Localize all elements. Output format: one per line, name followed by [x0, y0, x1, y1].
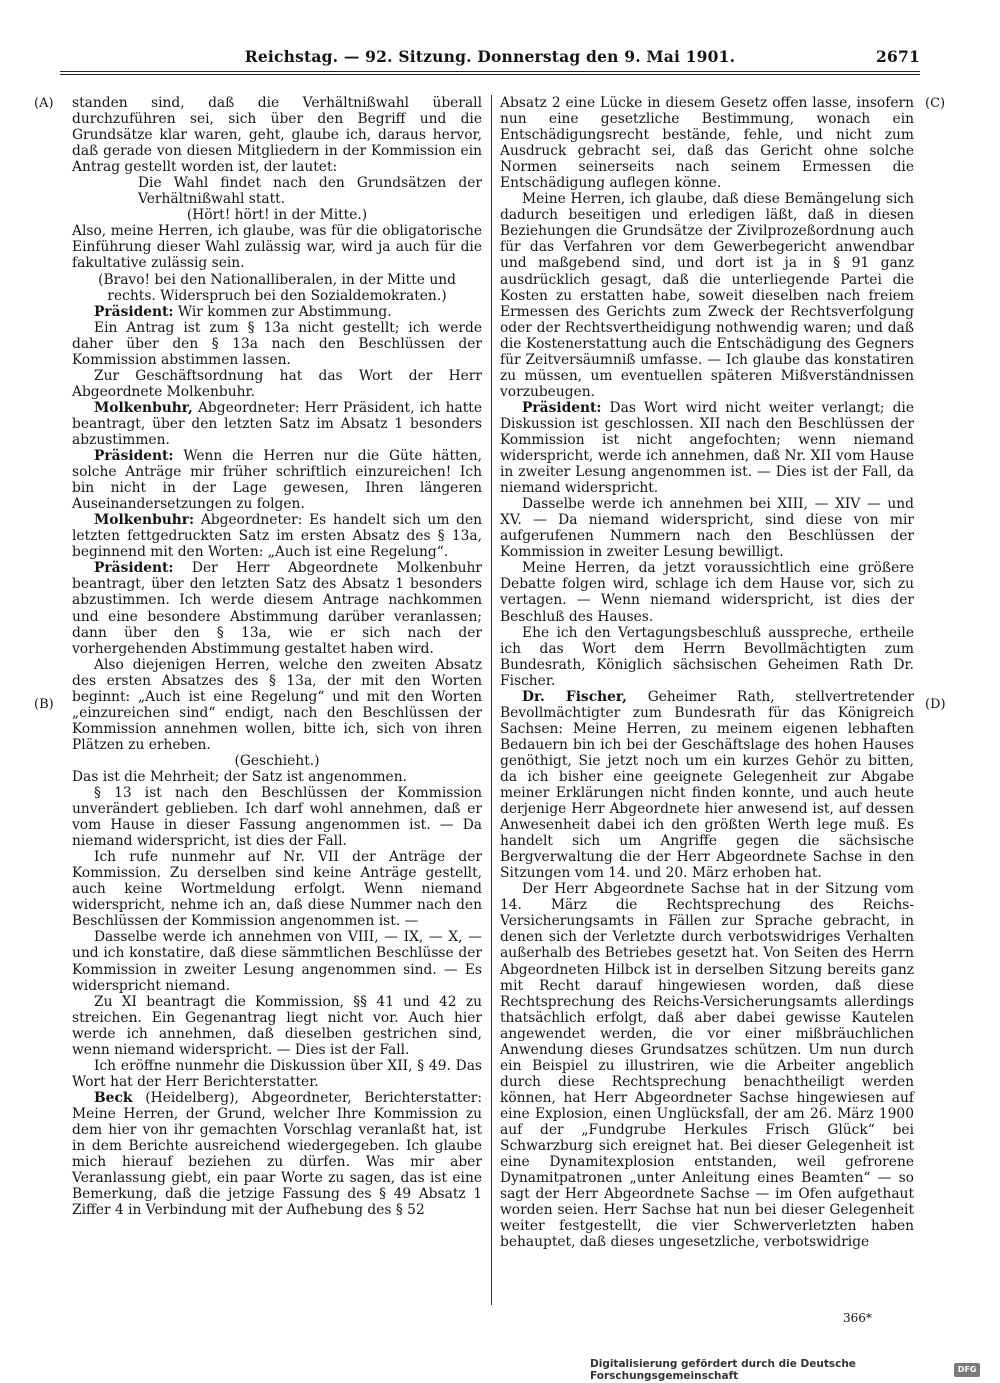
paragraph-text: Der Herr Abgeordnete Molkenbuhr beantragt, über den letzten Satz des Absatz 1 besonders abzustimmen. Ich werde diesem Antrage nachkommen und eine besondere Abstimmung darüber veranlassen; dann über den § 13a, wie er sich nach der vorhergehenden Abstimmung gestaltet haben wird. [72, 560, 483, 657]
speaker-name: Beck [94, 1089, 133, 1106]
paragraph [72, 320, 482, 368]
speaker-name: Präsident: [94, 560, 174, 577]
paragraph-text: Das ist die Mehrheit; der Satz ist angenommen. [72, 768, 407, 785]
footer-credit-text: Digitalisierung gefördert durch die Deutsche Forschungsgemeinschaft [590, 1358, 856, 1382]
paragraph [72, 785, 482, 849]
page-title: Reichstag. — 92. Sitzung. Donnerstag den 9. Mai 1901. [244, 47, 736, 66]
paragraph [500, 496, 914, 560]
paragraph-text: Also, meine Herren, ich glaube, was für die obligatorische Einführung dieser Wahl zulässig war, wird ja auch für die fakultative zulässig sein. [72, 223, 482, 272]
paragraph-text: Wir kommen zur Abstimmung. [177, 303, 392, 320]
speaker-name: Dr. Fischer, [522, 688, 627, 705]
paragraph-text: Ich eröffne nunmehr die Diskussion über XII, § 49. Das Wort hat der Herr Berichterstatter. [72, 1057, 482, 1090]
signature-mark: 366* [843, 1311, 872, 1325]
paragraph [72, 929, 482, 993]
paragraph [72, 207, 482, 223]
column-divider [491, 95, 492, 1305]
paragraph-text: (Geschieht.) [234, 752, 320, 769]
paragraph-text: Der Herr Abgeordnete Sachse hat in der Sitzung vom 14. März die Rechtsprechung des Reichs-Versicherungsamts in Fällen zur Sprache gebracht, in denen sich der Verletzte durch verbotswidriges Verhalten außerhalb des Betriebes gesetzt hat. Von Seiten des Herrn Abgeordneten Hilbck ist in derselben Sitzung bereits ganz mit Recht darauf hingewiesen worden, daß diese Rechtsprechung des Reichs-Versicherungsamts allerdings thatsächlich erfolgt, daß aber dabei gewisse Kautelen angewendet werden, die vor einer mißbräuchlichen Anwendung dieses Grundsatzes schützen. Um nun durch ein Beispiel zu illustriren, wie die Arbeiter angeblich durch diese Rechtsprechung benachtheiligt werden können, hat Herr Abgeordneter Sachse hingewiesen auf eine Explosion, einen Unglücksfall, der am 26. März 1900 auf der „Fundgrube Herkules Frisch Glück“ bei Schwarzburg sich ereignet hat. Bei dieser Gelegenheit ist eine Dynamitexplosion entstanden, weil gefrorene Dynamitpatronen „unter Anleitung eines Beamten“ — so sagt der Herr Abgeordnete Sachse — im Ofen aufgethaut worden seien. Herr Sachse hat nun bei dieser Gelegenheit weiter festgestellt, die vier Schwerverletzten haben behauptet, daß dieses ungesetzliche, verbotswidrige [500, 881, 914, 1251]
page-number: 2671 [876, 47, 920, 66]
paragraph-text: Das Wort wird nicht weiter verlangt; die Diskussion ist geschlossen. XII nach den Beschlüssen der Kommission ist nicht angefochten; wenn niemand widerspricht, werde ich annehmen, daß Nr. XII vom Hause in zweiter Lesung angenommen ist. — Dies ist der Fall, da niemand widerspricht. [500, 399, 914, 497]
paragraph [72, 512, 482, 560]
dfg-logo: DFG [954, 1363, 980, 1377]
paragraph [72, 368, 482, 400]
paragraph-text: Dasselbe werde ich annehmen von VIII, — IX, — X, — und ich konstatire, daß diese sämmtlichen Beschlüsse der Kommission in zweiter Lesung angenommen sind. — Es widerspricht niemand. [72, 929, 482, 994]
paragraph [72, 95, 482, 175]
paragraph-text: Abgeordneter: Es handelt sich um den letzten fettgedruckten Satz im ersten Absatz des § 13a, beginnend mit den Worten: „Auch ist eine Regelung“. [72, 512, 482, 561]
paragraph-text: standen sind, daß die Verhältnißwahl überall durchzuführen sei, sich über den Begriff und die Grundsätze klar waren, geht, glaube ich, daraus hervor, daß gerade von diesen Mitgliedern in der Kommission ein Antrag gestellt worden ist, der lautet: [72, 95, 482, 176]
speaker-name: Präsident: [522, 399, 602, 416]
footer-credit [590, 1358, 980, 1382]
paragraph-text: Abgeordneter: Herr Präsident, ich hatte beantragt, über den letzten Satz im Absatz 1 besonders abzustimmen. [72, 399, 483, 448]
paragraph [500, 95, 914, 191]
speaker-name: Molkenbuhr: [94, 512, 195, 529]
paragraph [72, 994, 482, 1058]
paragraph-text: § 13 ist nach den Beschlüssen der Kommission unverändert geblieben. Ich darf wohl annehmen, daß er vom Hause in dieser Fassung angenommen ist. — Da niemand widerspricht, ist dies der Fall. [72, 785, 482, 850]
paragraph [500, 400, 914, 496]
paragraph-text: (Bravo! bei den Nationalliberalen, in der Mitte und rechts. Widerspruch bei den Sozialdemokraten.) [98, 271, 456, 304]
page-header [60, 47, 920, 69]
paragraph [72, 304, 482, 320]
paragraph-text: Absatz 2 eine Lücke in diesem Gesetz offen lasse, insofern nun eine gesetzliche Bestimmung, wonach ein Entschädigungsrecht bestände, fehle, und nicht zum Ausdruck gebracht sei, daß das Gericht ohne solche Normen seinerseits nach seinem Ermessen die Entschädigung auflegen könne. [500, 95, 914, 192]
paragraph-text: (Hört! hört! in der Mitte.) [186, 207, 368, 224]
header-rule [60, 71, 920, 72]
paragraph [72, 560, 482, 656]
margin-marker-c: (C) [925, 96, 946, 111]
margin-marker-d: (D) [925, 697, 946, 712]
paragraph [500, 881, 914, 1250]
paragraph-text: Die Wahl findet nach den Grundsätzen der Verhältnißwahl statt. [138, 175, 482, 208]
paragraph [72, 448, 482, 512]
paragraph-text: Zu XI beantragt die Kommission, §§ 41 und 42 zu streichen. Ein Gegenantrag liegt nicht vor. Auch hier werde ich annehmen, daß dieselben gestrichen sind, wenn niemand widerspricht. — Dies ist der Fall. [72, 993, 482, 1058]
margin-marker-b: (B) [34, 697, 54, 712]
paragraph [72, 400, 482, 448]
header-rule-thin [60, 74, 920, 75]
paragraph-text: Geheimer Rath, stellvertretender Bevollmächtigter zum Bundesrath für das Königreich Sachsen: Meine Herren, zu meinem eigenen lebhaften Bedauern bin ich bei der Geschäftslage des hohen Hauses genöthigt, Sie jetzt noch um ein kurzes Gehör zu bitten, da ich bisher eine geeignete Gelegenheit zur Abgabe meiner Erklärungen nicht finden konnte, und auch heute derjenige Herr Abgeordnete hier anwesend ist, auf dessen Anwesenheit dabei ich den größten Werth lege muß. Es handelt sich um Angriffe gegen die sächsische Bergverwaltung die der Herr Abgeordnete Sachse in den Sitzungen vom 14. und 20. März erhoben hat. [500, 688, 915, 882]
paragraph [72, 769, 482, 785]
paragraph [72, 849, 482, 929]
paragraph-text: Also diejenigen Herren, welche den zweiten Absatz des ersten Absatzes des § 13a, der mit den Worten beginnt: „Auch ist eine Regelung“ und mit den Worten „einzureichen sind“ endigt, nach den Beschlüssen der Kommission annehmen wollen, bitte ich, sich von ihren Plätzen zu erheben. [72, 656, 482, 753]
paragraph-text: Ein Antrag ist zum § 13a nicht gestellt; ich werde daher über den § 13a nach den Beschlüssen der Kommission abstimmen lassen. [72, 319, 482, 368]
paragraph-text: Ehe ich den Vertagungsbeschluß ausspreche, ertheile ich das Wort dem Herrn Bevollmächtigten zum Bundesrath, Königlich sächsischen Geheimen Rath Dr. Fischer. [500, 624, 914, 689]
right-column [500, 95, 914, 1250]
paragraph [72, 223, 482, 271]
margin-marker-a: (A) [34, 96, 54, 111]
paragraph [500, 191, 914, 400]
speaker-name: Präsident: [94, 448, 174, 465]
paragraph [500, 625, 914, 689]
speaker-name: Präsident: [94, 303, 174, 320]
paragraph-text: Ich rufe nunmehr auf Nr. VII der Anträge der Kommission. Zu derselben sind keine Anträge gestellt, auch keine Wortmeldung erfolgt. Wenn niemand widerspricht, nehme ich an, daß diese Nummer nach den Beschlüssen der Kommission angenommen ist. — [72, 849, 482, 930]
paragraph [500, 560, 914, 624]
left-column [72, 95, 482, 1218]
paragraph-text: Dasselbe werde ich annehmen bei XIII, — XIV — und XV. — Da niemand widerspricht, sind diese von mir aufgerufenen Nummern nach den Beschlüssen der Kommission in zweiter Lesung bewilligt. [500, 496, 914, 561]
speaker-name: Molkenbuhr, [94, 399, 193, 416]
paragraph-text: Meine Herren, ich glaube, daß diese Bemängelung sich dadurch beseitigen und erledigen läßt, daß in diesen Beziehungen die Grundsätze der Zivilprozeßordnung auch für das Verfahren vor dem Gewerbegericht anwendbar und maßgebend sind, und dort ist ja in § 91 ganz ausdrücklich gesagt, daß die unterliegende Partei die Kosten zu erstatten habe, soweit dieselben nach freiem Ermessen des Gerichts zum Zweck der Rechtsverfolgung oder der Rechtsvertheidigung nothwendig waren; und daß die Kostenerstattung auch die Entschädigung des Gegners für Zeitversäumniß umfasse. — Ich glaube das konstatiren zu müssen, um eventuellen späteren Mißverständnissen vorzubeugen. [500, 191, 914, 400]
paragraph [72, 175, 482, 207]
paragraph-text: Zur Geschäftsordnung hat das Wort der Herr Abgeordnete Molkenbuhr. [72, 367, 482, 400]
paragraph [72, 1090, 482, 1218]
paragraph-text: Meine Herren, da jetzt voraussichtlich eine größere Debatte folgen wird, schlage ich dem Hause vor, sich zu vertagen. — Wenn niemand widerspricht, ist dies der Beschluß des Hauses. [500, 560, 914, 625]
paragraph [500, 689, 914, 882]
paragraph-text: (Heidelberg), Abgeordneter, Berichterstatter: Meine Herren, der Grund, welcher Ihre Kommission zu dem hier von ihr gemachten Vorschlag veranlaßt hat, ist in dem Berichte ausreichend wiedergegeben. Ich glaube mich hierauf beziehen zu dürfen. Was mir aber Veranlassung giebt, ein paar Worte zu sagen, das ist eine Bemerkung, daß die jetzige Fassung des § 49 Absatz 1 Ziffer 4 in Verbindung mit der Aufhebung des § 52 [72, 1089, 482, 1219]
paragraph-text: Wenn die Herren nur die Güte hätten, solche Anträge mir früher schriftlich einzureichen! Ich bin nicht in der Lage gewesen, Ihren längeren Auseinandersetzungen zu folgen. [72, 448, 483, 513]
paragraph [72, 657, 482, 753]
paragraph [72, 272, 482, 304]
paragraph [72, 1058, 482, 1090]
paragraph [72, 753, 482, 769]
